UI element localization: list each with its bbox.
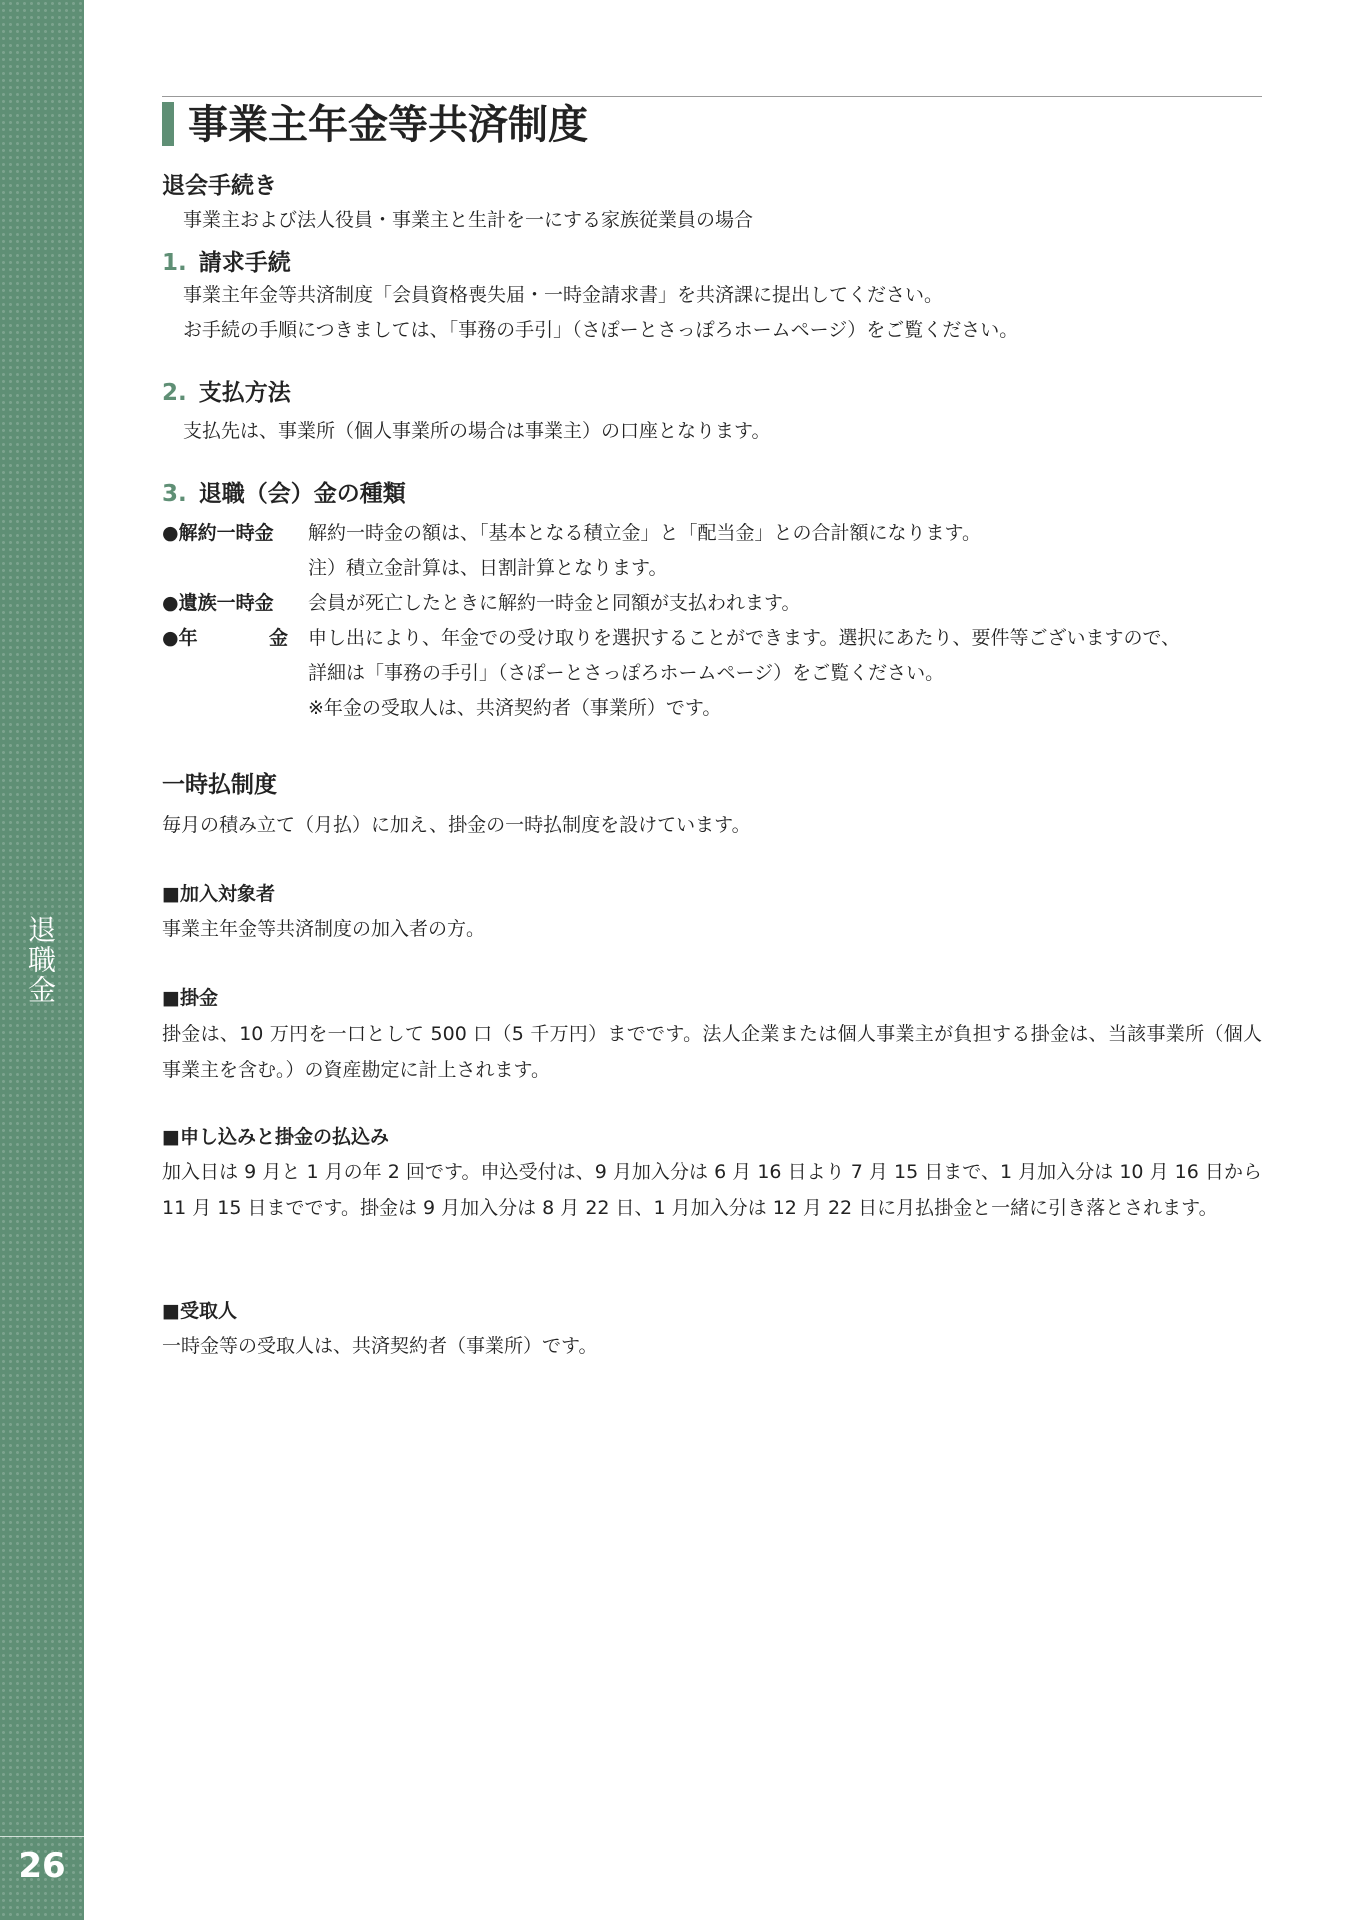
bullet-nenkin-line-1: 申し出により、年金での受け取りを選択することができます。選択にあたり、要件等ございますので、: [308, 627, 1181, 649]
bullet-label-izoku: ●遺族一時金: [162, 592, 274, 614]
section-heading-premium: ■掛金: [162, 987, 218, 1009]
item-2-heading: [162, 378, 291, 408]
bullet-label-nenkin-a: ●年: [162, 627, 198, 649]
item-3-heading: [162, 479, 406, 509]
bullet-kaiyaku-line-2: 注）積立金計算は、日割計算となります。: [308, 557, 668, 579]
sidebar: [0, 0, 84, 1920]
item-1-line-1: 事業主年金等共済制度「会員資格喪失届・一時金請求書」を共済課に提出してください。: [183, 284, 944, 306]
bullet-label-nenkin-b: 金: [268, 627, 288, 649]
section-heading-eligibility: ■加入対象者: [162, 883, 275, 905]
bullet-izoku-line-1: 会員が死亡したときに解約一時金と同額が支払われます。: [308, 592, 801, 614]
item-1-line-2: お手続の手順につきましては、「事務の手引」（さぽーとさっぽろホームページ）をご覧ください。: [183, 319, 1019, 341]
section-text-eligibility: 事業主年金等共済制度の加入者の方。: [162, 918, 486, 940]
lump-sum-intro: 毎月の積み立て（月払）に加え、掛金の一時払制度を設けています。: [162, 814, 751, 836]
page-number: 26: [18, 1846, 66, 1886]
bullet-label-nenkin: [162, 621, 288, 656]
section-text-recipient: 一時金等の受取人は、共済契約者（事業所）です。: [162, 1335, 598, 1357]
section-heading-recipient: ■受取人: [162, 1300, 237, 1322]
bullet-label-kaiyaku: ●解約一時金: [162, 522, 274, 544]
item-2-number: 2.: [162, 380, 187, 406]
withdrawal-intro: 事業主および法人役員・事業主と生計を一にする家族従業員の場合: [183, 209, 754, 231]
item-3-title: 退職（会）金の種類: [198, 481, 406, 507]
page-title: 事業主年金等共済制度: [188, 102, 588, 148]
item-1-heading: [162, 248, 291, 278]
withdrawal-heading: 退会手続き: [162, 173, 277, 199]
lump-sum-heading: 一時払制度: [162, 772, 277, 798]
title-accent-bar: [162, 102, 174, 146]
bullet-nenkin-line-2: 詳細は「事務の手引」（さぽーとさっぽろホームページ）をご覧ください。: [308, 662, 945, 684]
top-rule: [162, 96, 1262, 97]
item-1-title: 請求手続: [198, 250, 291, 276]
page-number-divider: [0, 1836, 84, 1837]
section-heading-application: ■申し込みと掛金の払込み: [162, 1126, 389, 1148]
item-2-line-1: 支払先は、事業所（個人事業所の場合は事業主）の口座となります。: [183, 420, 771, 442]
bullet-kaiyaku-line-1: 解約一時金の額は、「基本となる積立金」と「配当金」との合計額になります。: [308, 522, 981, 544]
item-3-number: 3.: [162, 481, 187, 507]
item-1-number: 1.: [162, 250, 187, 276]
item-2-title: 支払方法: [198, 380, 291, 406]
section-text-premium: 掛金は、10 万円を一口として 500 口（5 千万円）までです。法人企業または個人事業主が負担する掛金は、当該事業所（個人事業主を含む。）の資産勘定に計上されます。: [162, 1023, 1262, 1081]
section-text-application: 加入日は 9 月と 1 月の年 2 回です。申込受付は、9 月加入分は 6 月 16 日より 7 月 15 日まで、1 月加入分は 10 月 16 日から 11 月 15 日までです。掛金は 9 月加入分は 8 月 22 日、1 月加入分は 12 月 22 日に月払掛金と一緒に引き落とされます。: [162, 1161, 1262, 1219]
bullet-nenkin-line-3: ※年金の受取人は、共済契約者（事業所）です。: [308, 697, 722, 719]
section-label: 退職金: [24, 915, 57, 1005]
